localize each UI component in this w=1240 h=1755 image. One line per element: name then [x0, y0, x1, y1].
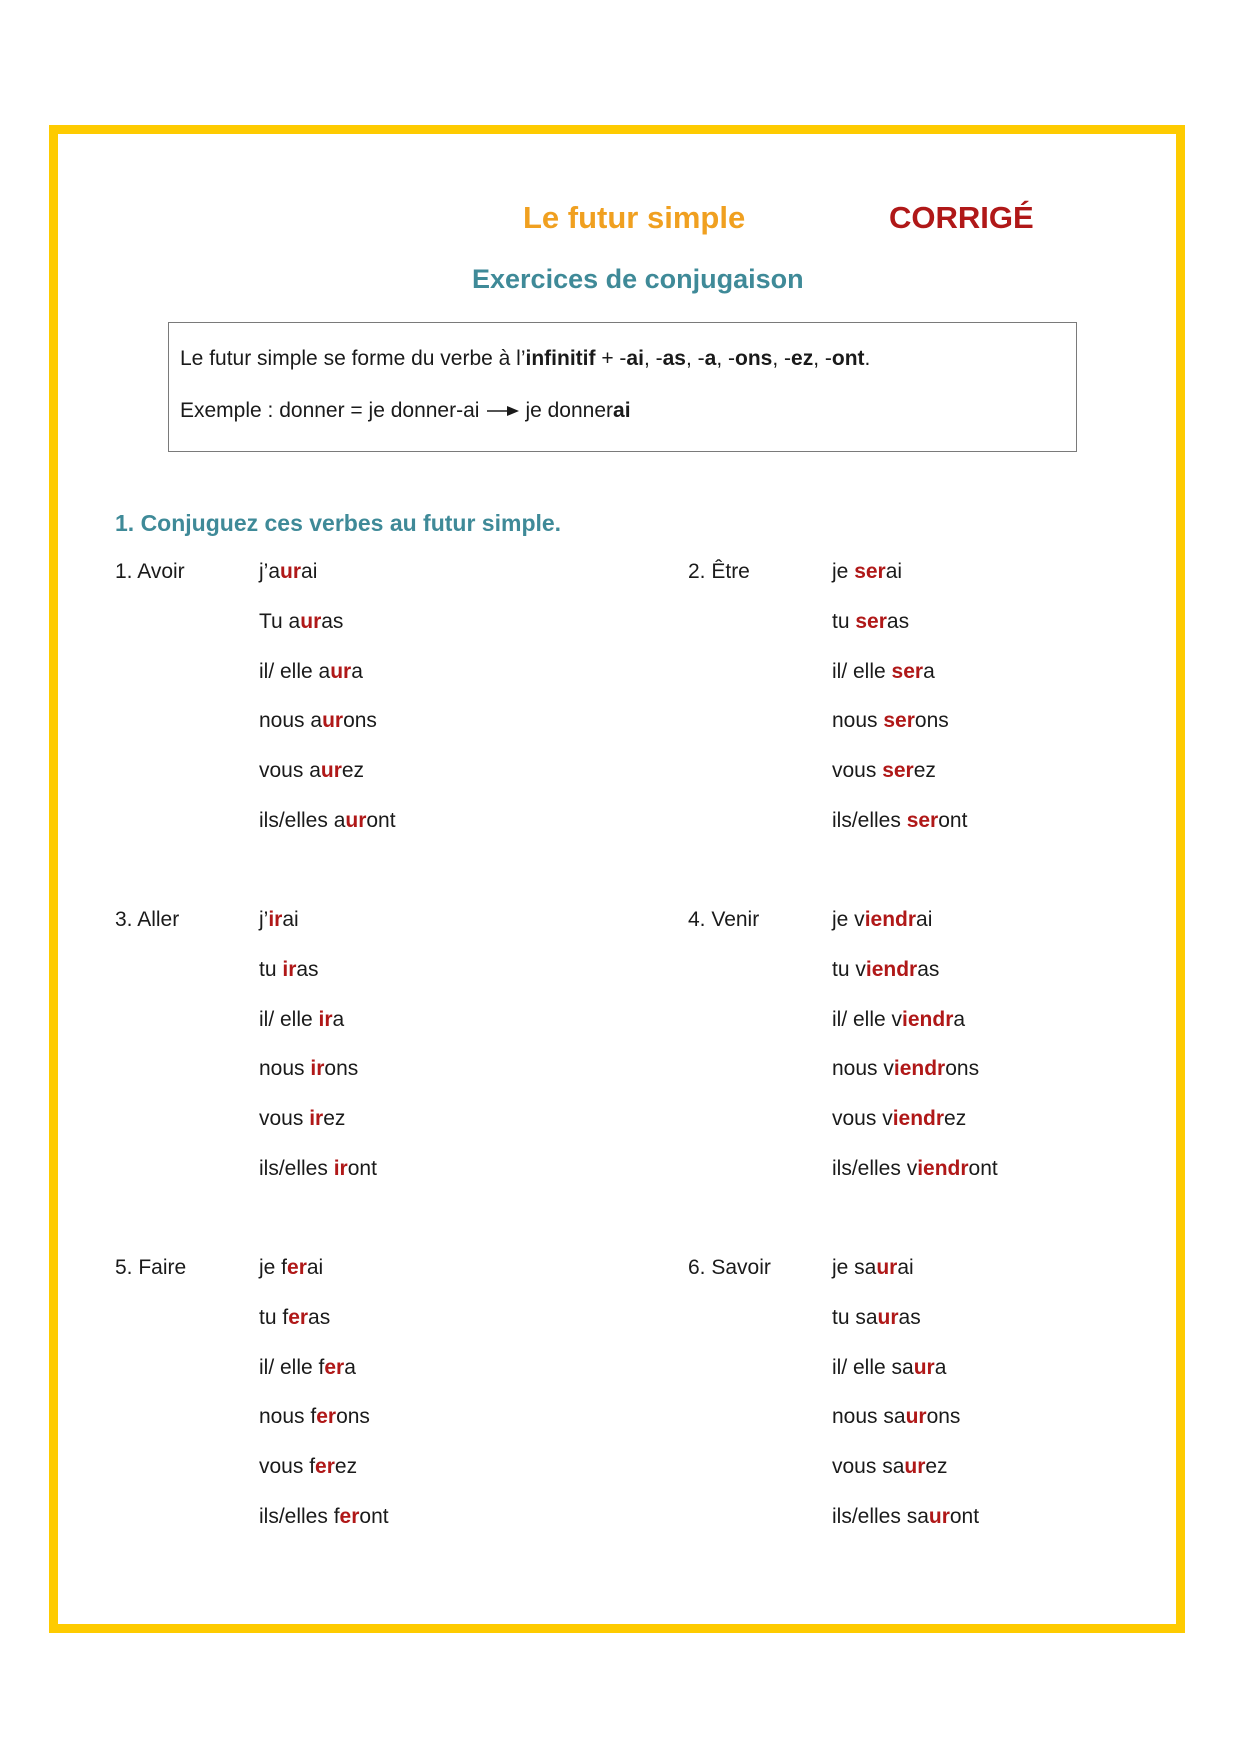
conjugated-form	[259, 1455, 357, 1479]
text-run: ai	[897, 1256, 914, 1279]
conjugated-form	[832, 1256, 914, 1280]
highlight-stem: ir	[310, 1057, 325, 1081]
conjugated-form	[259, 660, 363, 684]
text-run: ons	[343, 709, 377, 733]
highlight-stem: ser	[906, 809, 939, 832]
conjugated-form	[259, 809, 396, 833]
highlight-stem: ir	[309, 1107, 324, 1131]
verb-label: 1. Avoir	[115, 560, 185, 583]
text-run: ai	[301, 560, 318, 583]
text-run: ez	[925, 1455, 948, 1479]
text-run: a	[953, 1007, 966, 1031]
arrow-right-icon	[487, 404, 519, 418]
text-run: ils/elles a	[259, 809, 346, 832]
verb-label: 4. Venir	[688, 908, 760, 931]
highlight-stem: ir	[318, 1007, 333, 1031]
highlight-stem: ur	[280, 560, 302, 583]
bold-text: infinitif	[525, 347, 596, 370]
text-run: j’a	[259, 560, 281, 583]
text-run: je f	[259, 1256, 288, 1279]
text-run: nous a	[259, 709, 323, 733]
text-run: ai	[885, 560, 903, 583]
text-run: tu f	[259, 1305, 289, 1329]
conjugated-form	[832, 908, 932, 932]
text-run: nous	[259, 1057, 311, 1081]
highlight-stem: ir	[268, 908, 283, 931]
text-run: ez	[341, 759, 365, 783]
text-run: ez	[944, 1107, 967, 1131]
highlight-stem: iendr	[902, 1007, 954, 1031]
conjugated-form	[832, 1505, 979, 1529]
conjugated-form	[832, 1107, 966, 1131]
text-run: vous	[832, 759, 883, 783]
text-run: Le futur simple se forme du verbe à l’	[180, 347, 526, 370]
bold-text: as	[662, 347, 686, 370]
highlight-stem: ur	[300, 609, 322, 633]
text-run: a	[344, 1355, 356, 1379]
text-run: .	[864, 347, 871, 370]
highlight-stem: er	[324, 1355, 345, 1379]
text-run: nous sa	[832, 1405, 906, 1429]
text-run: ons	[945, 1057, 980, 1081]
text-run: , -	[716, 347, 735, 370]
text-run: ils/elles sa	[832, 1505, 929, 1528]
text-run: , -	[772, 347, 792, 370]
highlight-stem: ir	[282, 957, 297, 981]
highlight-stem: ser	[891, 659, 924, 683]
highlight-stem: er	[287, 1256, 307, 1279]
text-run: ai	[282, 908, 299, 931]
text-run: j’	[259, 908, 269, 931]
text-run: il/ elle sa	[832, 1355, 914, 1379]
text-run: as	[898, 1305, 921, 1329]
text-run: ils/elles v	[832, 1157, 918, 1180]
text-run: il/ elle v	[832, 1007, 903, 1031]
text-run: ez	[323, 1107, 346, 1131]
text-run: ont	[347, 1157, 377, 1180]
text-run: je sa	[832, 1256, 877, 1279]
bold-text: a	[704, 347, 717, 370]
text-run: as	[886, 609, 910, 633]
bold-text: ai	[613, 399, 631, 422]
conjugated-form	[259, 958, 319, 982]
highlight-stem: ur	[913, 1355, 935, 1379]
text-run: , -	[643, 347, 663, 370]
text-run: nous	[832, 709, 884, 733]
text-run: je v	[832, 908, 865, 931]
conjugated-form	[832, 1455, 948, 1479]
text-run: as	[917, 957, 940, 981]
text-run: vous f	[259, 1455, 316, 1479]
text-run: vous sa	[832, 1455, 905, 1479]
text-run: Tu a	[259, 609, 301, 633]
text-run: ons	[324, 1057, 359, 1081]
corrige-badge: CORRIGÉ	[889, 200, 1034, 235]
conjugated-form	[259, 1306, 330, 1330]
text-run: il/ elle	[832, 659, 892, 683]
conjugated-form	[832, 759, 936, 783]
highlight-stem: ur	[345, 809, 367, 832]
highlight-stem: ir	[333, 1157, 348, 1180]
text-run: tu	[832, 609, 856, 633]
text-run: , -	[685, 347, 705, 370]
highlight-stem: ur	[877, 1305, 899, 1329]
highlight-stem: er	[316, 1405, 337, 1429]
text-run: ont	[366, 809, 396, 832]
verb-label: 3. Aller	[115, 908, 180, 931]
example-text	[180, 399, 631, 423]
conjugated-form	[259, 1057, 358, 1081]
conjugated-form	[832, 1405, 960, 1429]
text-run: vous v	[832, 1107, 893, 1131]
text-run: ons	[336, 1405, 370, 1429]
text-run: je	[832, 560, 855, 583]
text-run: je donner	[525, 399, 614, 422]
text-run: tu sa	[832, 1305, 878, 1329]
example-after	[525, 399, 630, 422]
conjugated-form	[259, 1505, 389, 1529]
conjugated-form	[832, 560, 902, 584]
text-run: ils/elles	[832, 809, 907, 832]
text-run: il/ elle f	[259, 1355, 325, 1379]
highlight-stem: iendr	[865, 957, 918, 981]
highlight-stem: ur	[905, 1405, 927, 1429]
text-run: ont	[359, 1505, 389, 1528]
text-run: tu	[259, 957, 283, 981]
bold-text: ont	[831, 347, 865, 370]
conjugated-form	[259, 908, 299, 932]
text-run: ont	[968, 1157, 998, 1180]
verb-label: 6. Savoir	[688, 1256, 771, 1279]
highlight-stem: ur	[330, 659, 352, 683]
conjugated-form	[832, 958, 939, 982]
highlight-stem: iendr	[893, 1057, 946, 1081]
text-run: + -	[595, 347, 627, 370]
text-run: ai	[306, 1256, 324, 1279]
text-run: ai	[916, 908, 933, 931]
page-subtitle: Exercices de conjugaison	[472, 264, 804, 294]
conjugated-form	[832, 1157, 998, 1181]
text-run: a	[923, 659, 935, 683]
highlight-stem: ser	[882, 759, 914, 783]
highlight-stem: ur	[876, 1256, 898, 1279]
example-before: Exemple : donner = je donner-ai	[180, 399, 480, 422]
conjugated-form	[832, 660, 935, 684]
exercise-title: 1. Conjuguez ces verbes au futur simple.	[115, 510, 562, 536]
highlight-stem: ur	[928, 1505, 950, 1528]
text-run: ons	[926, 1405, 961, 1429]
rule-text	[180, 347, 870, 371]
conjugated-form	[259, 1107, 345, 1131]
highlight-stem: iendr	[892, 1107, 945, 1131]
verb-label: 5. Faire	[115, 1256, 187, 1279]
text-run: ont	[949, 1505, 980, 1528]
text-run: nous v	[832, 1057, 894, 1081]
highlight-stem: ser	[883, 709, 915, 733]
conjugated-form	[259, 1405, 370, 1429]
conjugated-form	[259, 610, 343, 634]
text-run: as	[296, 957, 319, 981]
highlight-stem: ur	[320, 759, 342, 783]
page-title: Le futur simple	[523, 200, 746, 235]
conjugated-form	[259, 709, 377, 733]
conjugated-form	[259, 1008, 344, 1032]
text-run: ons	[914, 709, 949, 733]
text-run: ils/elles f	[259, 1505, 340, 1528]
conjugated-form	[259, 759, 364, 783]
text-run: , -	[813, 347, 832, 370]
verb-label: 2. Être	[688, 560, 750, 583]
highlight-stem: er	[339, 1505, 360, 1528]
conjugated-form	[832, 1008, 965, 1032]
text-run: ils/elles	[259, 1157, 334, 1180]
text-run: as	[321, 609, 344, 633]
text-run: a	[332, 1007, 345, 1031]
text-run: il/ elle a	[259, 659, 331, 683]
text-run: as	[308, 1305, 331, 1329]
conjugated-form	[832, 709, 949, 733]
conjugated-form	[832, 1306, 921, 1330]
text-run: vous a	[259, 759, 321, 783]
text-run: a	[934, 1355, 947, 1379]
highlight-stem: iendr	[864, 908, 917, 931]
text-run: vous	[259, 1107, 310, 1131]
rule-box	[168, 322, 1077, 452]
conjugated-form	[832, 610, 909, 634]
text-run: a	[351, 659, 363, 683]
highlight-stem: er	[288, 1305, 309, 1329]
highlight-stem: iendr	[917, 1157, 969, 1180]
highlight-stem: ur	[904, 1455, 926, 1479]
text-run: nous f	[259, 1405, 317, 1429]
highlight-stem: ser	[854, 560, 886, 583]
text-run: tu v	[832, 957, 866, 981]
bold-text: ai	[626, 347, 644, 370]
bold-text: ons	[735, 347, 773, 370]
text-run: ez	[334, 1455, 358, 1479]
conjugated-form	[832, 1356, 946, 1380]
conjugated-form	[832, 1057, 979, 1081]
bold-text: ez	[791, 347, 814, 370]
text-run: il/ elle	[259, 1007, 319, 1031]
conjugated-form	[259, 560, 317, 584]
conjugated-form	[259, 1157, 377, 1181]
conjugated-form	[259, 1256, 323, 1280]
conjugated-form	[832, 809, 967, 833]
highlight-stem: ur	[322, 709, 344, 733]
conjugated-form	[259, 1356, 356, 1380]
text-run: ont	[938, 809, 968, 832]
highlight-stem: ser	[855, 609, 887, 633]
text-run: ez	[913, 759, 936, 783]
highlight-stem: er	[315, 1455, 335, 1479]
